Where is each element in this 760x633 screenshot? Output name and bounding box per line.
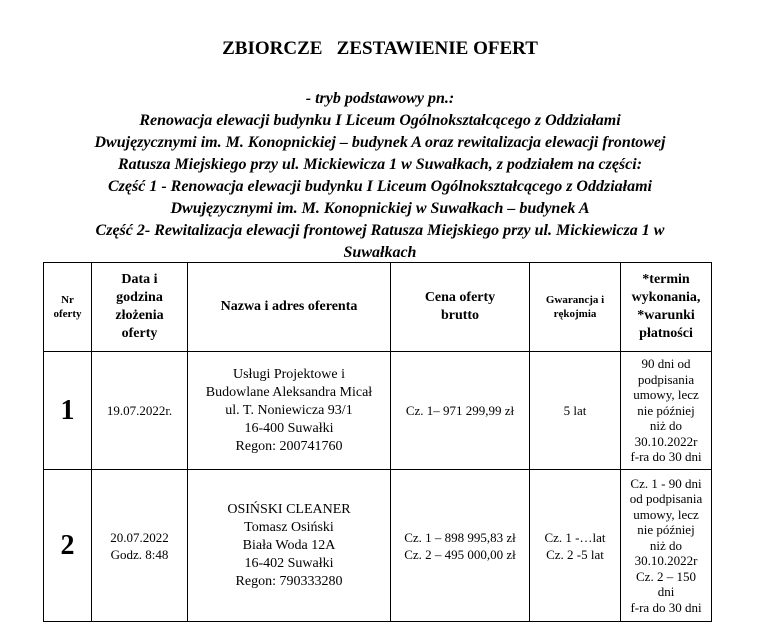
offer-warranty: 5 lat: [530, 352, 621, 470]
offer-bidder: Usługi Projektowe i Budowlane Aleksandra Micał ul. T. Noniewicza 93/1 16-400 Suwałki Regon: 200741760: [188, 352, 391, 470]
offer-date: 19.07.2022r.: [92, 352, 188, 470]
subtitle-line: Dwujęzycznymi im. M. Konopnickiej w Suwałkach – budynek A: [170, 200, 590, 217]
subtitle-line: Renowacja elewacji budynku I Liceum Ogólnokształcącego z Oddziałami: [139, 112, 621, 129]
offer-price: Cz. 1– 971 299,99 zł: [391, 352, 530, 470]
header-price: Cena oferty brutto: [391, 263, 530, 352]
header-term: *termin wykonania, *warunki płatności: [621, 263, 712, 352]
offer-number: 1: [44, 352, 92, 470]
subtitle-line: Ratusza Miejskiego przy ul. Mickiewicza 1 w Suwałkach, z podziałem na części:: [117, 156, 643, 173]
header-nr: Nr oferty: [44, 263, 92, 352]
offers-table: [43, 262, 712, 622]
table-header-row: [44, 263, 712, 352]
subtitle-line: - tryb podstawowy pn.:: [305, 90, 455, 107]
table-row: [44, 470, 712, 622]
subtitle-line: Część 1 - Renowacja elewacji budynku I Liceum Ogólnokształcącego z Oddziałami: [108, 178, 652, 195]
subtitle-line: Część 2- Rewitalizacja elewacji frontowej Ratusza Miejskiego przy ul. Mickiewicza 1 w: [95, 222, 665, 239]
subtitle-line: Dwujęzycznymi im. M. Konopnickiej – budynek A oraz rewitalizacja elewacji frontowej: [94, 134, 666, 151]
header-name: Nazwa i adres oferenta: [188, 263, 391, 352]
offer-term: Cz. 1 - 90 dni od podpisania umowy, lecz nie później niż do 30.10.2022r Cz. 2 – 150 dni f-ra do 30 dni: [621, 470, 712, 622]
offer-number: 2: [44, 470, 92, 622]
offer-date: 20.07.2022 Godz. 8:48: [92, 470, 188, 622]
table-row: [44, 352, 712, 470]
offer-warranty: Cz. 1 -…lat Cz. 2 -5 lat: [530, 470, 621, 622]
offer-price: Cz. 1 – 898 995,83 zł Cz. 2 – 495 000,00 zł: [391, 470, 530, 622]
subtitle-line: Suwałkach: [343, 244, 417, 261]
offer-term: 90 dni od podpisania umowy, lecz nie później niż do 30.10.2022r f-ra do 30 dni: [621, 352, 712, 470]
header-warranty: Gwarancja i rękojmia: [530, 263, 621, 352]
header-date: Data i godzina złożenia oferty: [92, 263, 188, 352]
document-title: ZBIORCZE ZESTAWIENIE OFERT: [222, 38, 538, 59]
document-subtitle: [10, 88, 750, 264]
offer-bidder: OSIŃSKI CLEANER Tomasz Osiński Biała Woda 12A 16-402 Suwałki Regon: 790333280: [188, 470, 391, 622]
